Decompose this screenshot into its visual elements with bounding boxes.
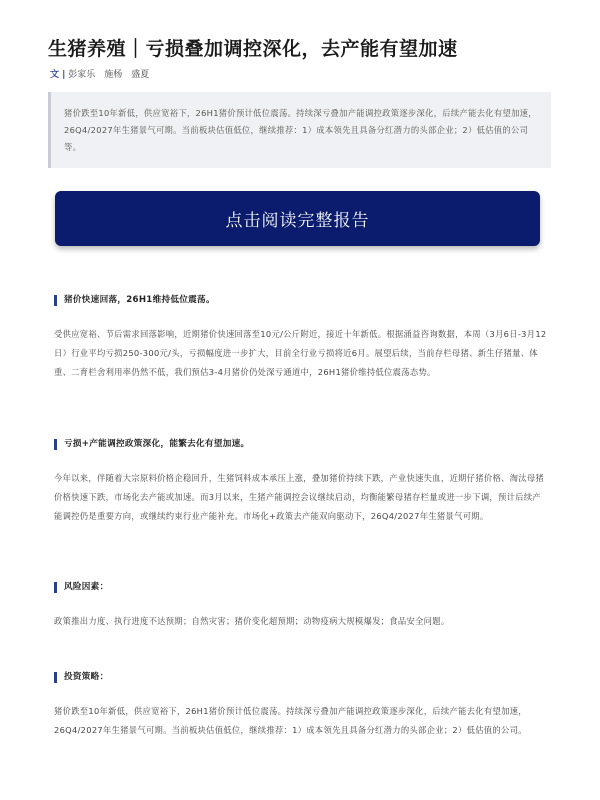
- section-heading-strategy: 投资策略：: [54, 672, 108, 683]
- section-body-price: 受供应宽裕、节后需求回落影响，近期猪价快速回落至10元/公斤附近，接近十年新低。根据涌益咨询数据，本周（3月6日-3月12日）行业平均亏损250-300元/头，亏损幅度进一步扩大，目前全行业亏损将近6月。展望后续，当前存栏母猪、新生仔猪量、体重、二育栏舍利用率仍然不低，我们预估3-4月猪价仍处深亏通道中，26H1猪价维持低位震荡态势。: [54, 329, 547, 377]
- section-heading-capacity: 亏损+产能调控政策深化，能繁去化有望加速。: [54, 439, 249, 450]
- byline: [50, 67, 149, 80]
- byline-authors: 彭家乐 施杨 盛夏: [68, 70, 150, 80]
- section-body-strategy: 猪价跌至10年新低，供应宽裕下，26H1猪价预计低位震荡。持续深亏叠加产能调控政策逐步深化，后续产能去化有望加速，26Q4/2027年生猪景气可期。当前板块估值低位，继续推荐：1）成本领先且具备分红潜力的头部企业；2）低估值的公司。: [54, 706, 527, 735]
- byline-prefix: 文 |: [50, 70, 66, 80]
- read-full-report-button[interactable]: 点击阅读完整报告: [55, 191, 540, 246]
- summary-text: 猪价跌至10年新低，供应宽裕下，26H1猪价预计低位震荡。持续深亏叠加产能调控政策逐步深化，后续产能去化有望加速，26Q4/2027年生猪景气可期。当前板块估值低位，继续推荐：1）成本领先且具备分红潜力的头部企业；2）低估值的公司等。: [64, 108, 537, 152]
- section-heading-risk: 风险因素：: [54, 582, 108, 593]
- article-title: 生猪养殖｜亏损叠加调控深化，去产能有望加速: [48, 38, 458, 60]
- summary-box: [48, 92, 551, 168]
- summary-accent-bar: [48, 92, 51, 168]
- section-heading-price: 猪价快速回落，26H1维持低位震荡。: [54, 295, 215, 306]
- section-body-capacity: 今年以来，伴随着大宗原料价格企稳回升，生猪饲料成本承压上涨，叠加猪价持续下跌，产业快速失血，近期仔猪价格、淘汰母猪价格快速下跌，市场化去产能或加速。而3月以来，生猪产能调控会议继续启动，均衡能繁母猪存栏量或进一步下调，预计后续产能调控仍是重要方向，或继续约束行业产能补充。市场化+政策去产能双向驱动下，26Q4/2027年生猪景气可期。: [54, 473, 545, 521]
- section-body-risk: 政策推出力度、执行进度不达预期；自然灾害；猪价变化超预期；动物疫病大规模爆发；食品安全问题。: [54, 616, 450, 626]
